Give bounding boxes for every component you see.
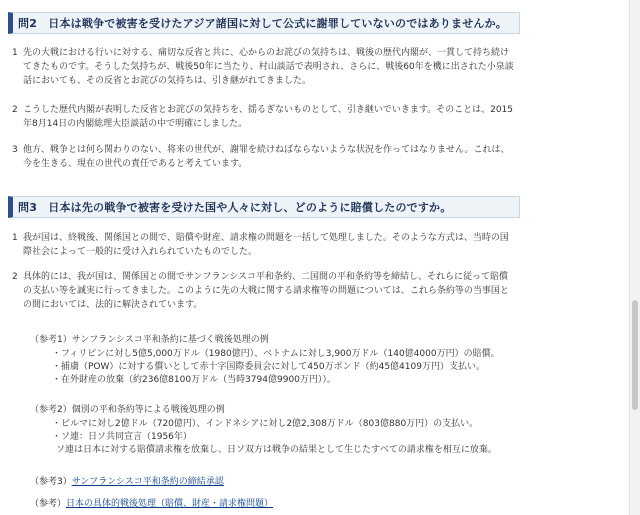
reference-line: ・ビルマに対し2億ドル（720億円）、インドネシアに対し2億2,308万ドル（803億880万円）の支払い。 (52, 419, 479, 429)
item-number: 3 (12, 145, 18, 155)
reference-heading: （参考1）サンフランシスコ平和条約に基づく戦後処理の例 (30, 335, 269, 345)
reference-2 (30, 404, 510, 457)
item-number: 1 (12, 233, 18, 243)
q3-answer-1 (12, 231, 520, 259)
answer-line: 他方、戦争とは何ら関わりのない、将来の世代が、謝罪を続けねばならないような状況を作ってはなりません。これは、 (23, 145, 510, 155)
answer-line: 話においても、その反省とお詫びの気持ちは、引き継がれてきました。 (23, 76, 312, 86)
q2-answer-3 (12, 143, 520, 171)
question-2-title: 問2 日本は戦争で被害を受けたアジア諸国に対して公式に謝罪していないのではありませんか。 (18, 17, 508, 30)
scrollbar-thumb[interactable] (632, 300, 638, 410)
reference-line: ・ソ連：日ソ共同宣言（1956年） (52, 432, 192, 442)
answer-line: 際社会によって一般的に受け入れられていたものでした。 (23, 247, 258, 257)
answer-line: 我が国は、終戦後、関係国との間で、賠償や財産、請求権の問題を一括して処理しました。そのような方式は、当時の国 (23, 233, 509, 243)
q2-answer-2 (12, 103, 520, 131)
question-2-header (8, 12, 520, 34)
answer-line: の支払い等を誠実に行ってきました。このように先の大戦に関する請求権等の問題については、これら条約等の当事国と (23, 286, 509, 296)
reference-note: ソ連は日本に対する賠償請求権を放棄し、日ソ双方は戦争の結果として生じたすべての請求権を相互に放棄。 (56, 445, 497, 455)
reference-3 (30, 473, 224, 491)
answer-line: こうした歴代内閣が表明した反省とお詫びの気持ちを、揺るぎないものとして、引き継いでいきます。そのことは、2015 (23, 105, 514, 115)
answer-line: 今を生きる、現在の世代の責任であると考えています。 (23, 159, 248, 169)
item-number: 1 (12, 48, 18, 58)
reference-line: ・フィリピンに対し5億5,000万ドル（1980億円）、ベトナムに対し3,900万ドル（140億4000万円）の賠償。 (52, 349, 500, 359)
reference-heading: （参考2）個別の平和条約等による戦後処理の例 (30, 405, 225, 415)
reference-line: ・在外財産の放棄（約236億8100万ドル（当時3794億9900万円））。 (52, 375, 336, 385)
postwar-settlement-link[interactable]: 日本の具体的戦後処理（賠償、財産・請求権問題） (66, 499, 274, 509)
reference-label: （参考3） (30, 477, 72, 487)
item-number: 2 (12, 105, 18, 115)
question-3-title: 問3 日本は先の戦争で被害を受けた国や人々に対し、どのように賠償したのですか。 (18, 201, 452, 214)
item-number: 2 (12, 272, 18, 282)
answer-line: てきたものです。そうした気持ちが、戦後50年に当たり、村山談話で表明され、さらに、戦後60年を機に出された小泉談 (23, 62, 514, 72)
answer-line: 先の大戦における行いに対する、痛切な反省と共に、心からのお詫びの気持ちは、戦後の歴代内閣が、一貫して持ち続け (23, 48, 510, 58)
sf-treaty-link[interactable]: サンフランシスコ平和条約の締結承認 (71, 477, 224, 487)
q3-answer-2 (12, 270, 520, 312)
reference-1 (30, 334, 510, 387)
question-3-header (8, 196, 520, 218)
reference-line: ・捕虜（POW）に対する償いとして赤十字国際委員会に対して450万ポンド（約45億4109万円）支払い。 (52, 362, 485, 372)
vertical-scrollbar[interactable] (629, 0, 640, 515)
answer-line: の間においては、法的に解決されています。 (23, 300, 203, 310)
reference-label: （参考） (30, 499, 67, 509)
reference-4 (30, 495, 273, 513)
q2-answer-1 (12, 46, 520, 88)
answer-line: 具体的には、我が国は、関係国との間でサンフランシスコ平和条約、二国間の平和条約等を締結し、それらに従って賠償 (23, 272, 509, 282)
answer-line: 年8月14日の内閣総理大臣談話の中で明確にしました。 (23, 119, 248, 129)
